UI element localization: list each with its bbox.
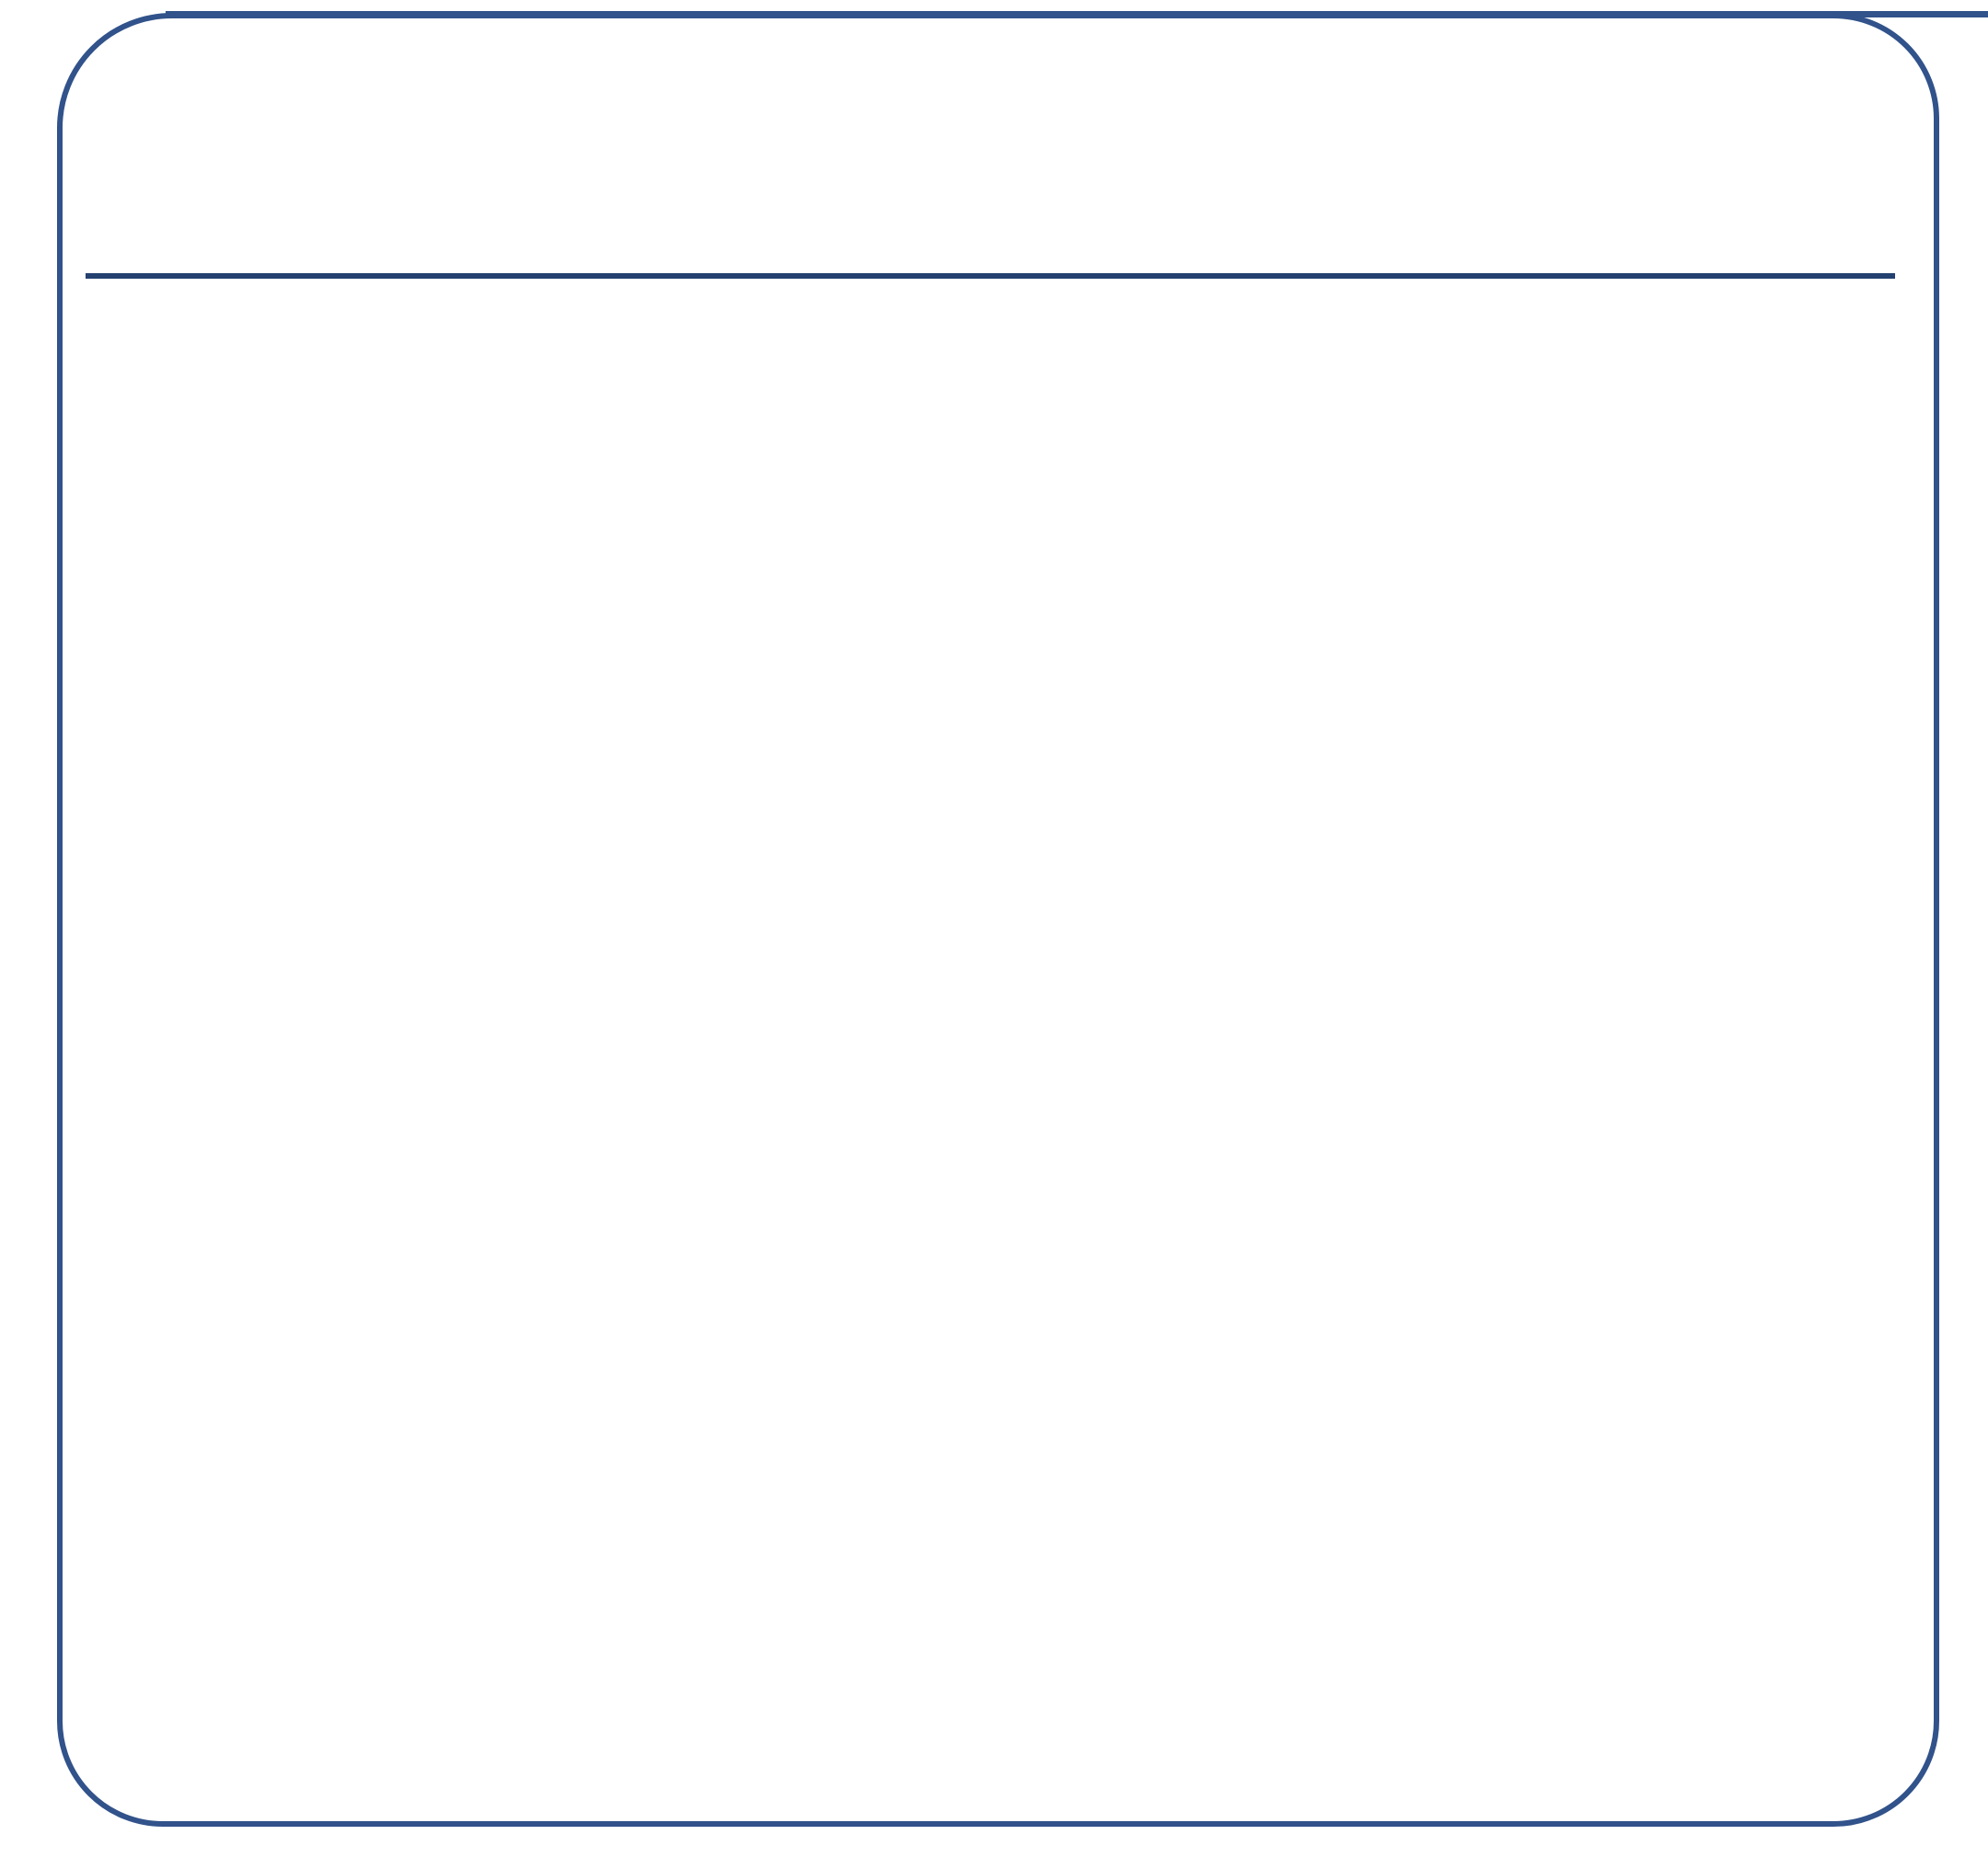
rounded-frame (57, 13, 1939, 1827)
header-divider-line (86, 273, 1895, 279)
